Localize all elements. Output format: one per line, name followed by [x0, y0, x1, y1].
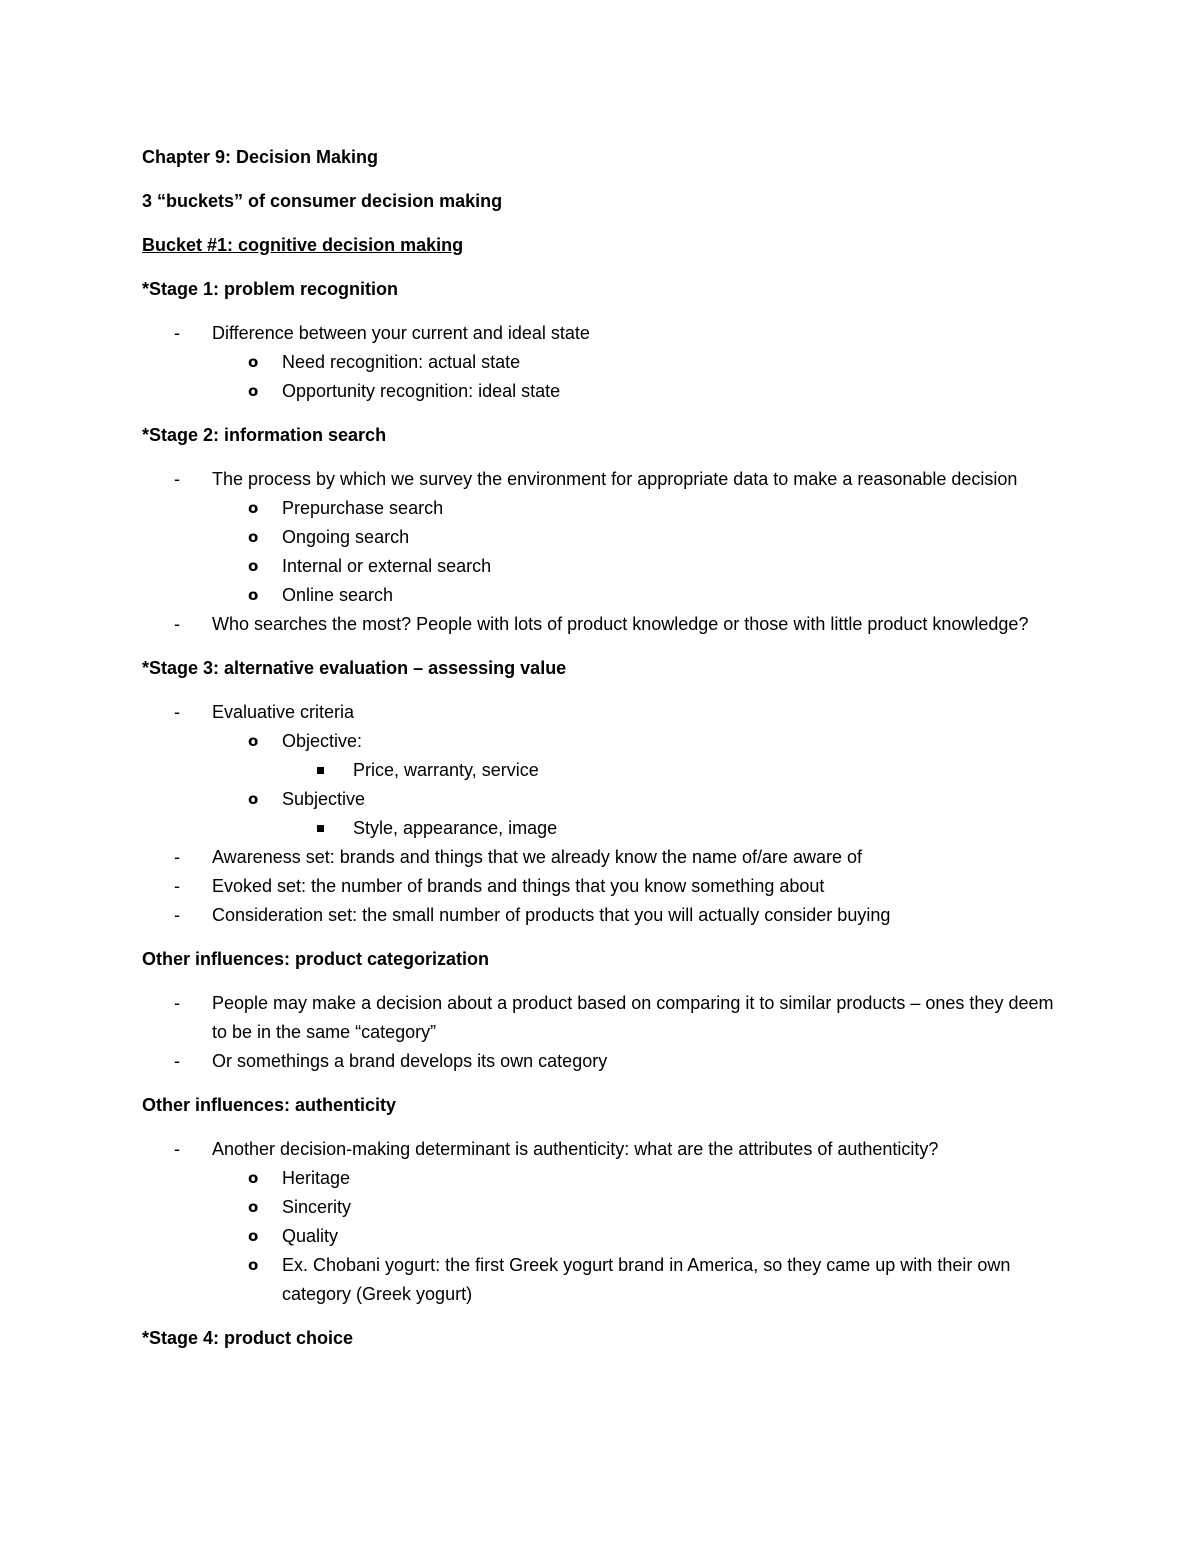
- list-item-text: Evoked set: the number of brands and things that you know something about: [212, 876, 825, 896]
- list-item: [142, 698, 1062, 727]
- list-item-text: Ex. Chobani yogurt: the first Greek yogurt brand in America, so they came up with their own category (Greek yogurt): [282, 1255, 1011, 1304]
- list-item-text: Sincerity: [282, 1197, 352, 1217]
- dash-bullet: -: [174, 1051, 180, 1071]
- list-item-text: Need recognition: actual state: [282, 352, 521, 372]
- document-body: [142, 143, 1062, 1353]
- list-item-text: Heritage: [282, 1168, 351, 1188]
- list-item: [142, 1164, 1062, 1193]
- list-item: [142, 581, 1062, 610]
- list-item: [142, 465, 1062, 494]
- list-item-text: Consideration set: the small number of products that you will actually consider buying: [212, 905, 891, 925]
- list-item-text: Quality: [282, 1226, 339, 1246]
- bucket-heading: Bucket #1: cognitive decision making: [142, 235, 464, 255]
- stage3-heading: *Stage 3: alternative evaluation – assessing value: [142, 658, 567, 678]
- circle-bullet: o: [248, 790, 259, 808]
- list-item-text: Price, warranty, service: [353, 760, 539, 780]
- circle-bullet: o: [248, 732, 259, 750]
- list-item: [142, 901, 1062, 930]
- stage1-heading: *Stage 1: problem recognition: [142, 279, 399, 299]
- circle-bullet: o: [248, 557, 259, 575]
- list-item-text: Evaluative criteria: [212, 702, 355, 722]
- circle-bullet: o: [248, 1198, 259, 1216]
- list-item: [142, 319, 1062, 348]
- dash-bullet: -: [174, 702, 180, 722]
- list-item: [142, 756, 1062, 785]
- dash-bullet: -: [174, 614, 180, 634]
- circle-bullet: o: [248, 528, 259, 546]
- list-item: [142, 1135, 1062, 1164]
- list-item-text: Awareness set: brands and things that we already know the name of/are aware of: [212, 847, 863, 867]
- square-bullet-icon: [317, 825, 324, 832]
- list-item: [142, 1193, 1062, 1222]
- dash-bullet: -: [174, 993, 180, 1013]
- list-item: [142, 523, 1062, 552]
- dash-bullet: -: [174, 469, 180, 489]
- list-item: [142, 814, 1062, 843]
- list-item: [142, 727, 1062, 756]
- stage2-heading: *Stage 2: information search: [142, 425, 387, 445]
- list-item: [142, 1251, 1062, 1309]
- circle-bullet: o: [248, 353, 259, 371]
- dash-bullet: -: [174, 323, 180, 343]
- dash-bullet: -: [174, 1139, 180, 1159]
- list-item: [142, 377, 1062, 406]
- circle-bullet: o: [248, 586, 259, 604]
- dash-bullet: -: [174, 905, 180, 925]
- circle-bullet: o: [248, 1227, 259, 1245]
- list-item: [142, 1047, 1062, 1076]
- list-item-text: Subjective: [282, 789, 366, 809]
- list-item-text: Opportunity recognition: ideal state: [282, 381, 561, 401]
- list-item: [142, 610, 1062, 639]
- subtitle: 3 “buckets” of consumer decision making: [142, 191, 503, 211]
- circle-bullet: o: [248, 1256, 259, 1274]
- list-item: [142, 843, 1062, 872]
- circle-bullet: o: [248, 382, 259, 400]
- list-item-text: Another decision-making determinant is authenticity: what are the attributes of authenticity?: [212, 1139, 939, 1159]
- list-item: [142, 872, 1062, 901]
- list-item-text: Online search: [282, 585, 394, 605]
- dash-bullet: -: [174, 876, 180, 896]
- list-item-text: Style, appearance, image: [353, 818, 558, 838]
- circle-bullet: o: [248, 499, 259, 517]
- chapter-title: Chapter 9: Decision Making: [142, 147, 379, 167]
- list-item-text: Objective:: [282, 731, 363, 751]
- list-item: [142, 785, 1062, 814]
- list-item-text: Prepurchase search: [282, 498, 444, 518]
- list-item-text: Difference between your current and ideal state: [212, 323, 590, 343]
- list-item-text: People may make a decision about a product based on comparing it to similar products – ones they deem to be in the same “category”: [212, 993, 1054, 1042]
- list-item: [142, 348, 1062, 377]
- dash-bullet: -: [174, 847, 180, 867]
- list-item: [142, 1222, 1062, 1251]
- list-item-text: The process by which we survey the environment for appropriate data to make a reasonable decision: [212, 469, 1018, 489]
- categorization-heading: Other influences: product categorization: [142, 949, 490, 969]
- authenticity-heading: Other influences: authenticity: [142, 1095, 397, 1115]
- list-item: [142, 989, 1062, 1047]
- stage4-heading: *Stage 4: product choice: [142, 1328, 354, 1348]
- list-item: [142, 552, 1062, 581]
- list-item-text: Internal or external search: [282, 556, 492, 576]
- circle-bullet: o: [248, 1169, 259, 1187]
- list-item-text: Who searches the most? People with lots of product knowledge or those with little product knowledge?: [212, 614, 1029, 634]
- list-item: [142, 494, 1062, 523]
- list-item-text: Ongoing search: [282, 527, 410, 547]
- square-bullet-icon: [317, 767, 324, 774]
- list-item-text: Or somethings a brand develops its own category: [212, 1051, 608, 1071]
